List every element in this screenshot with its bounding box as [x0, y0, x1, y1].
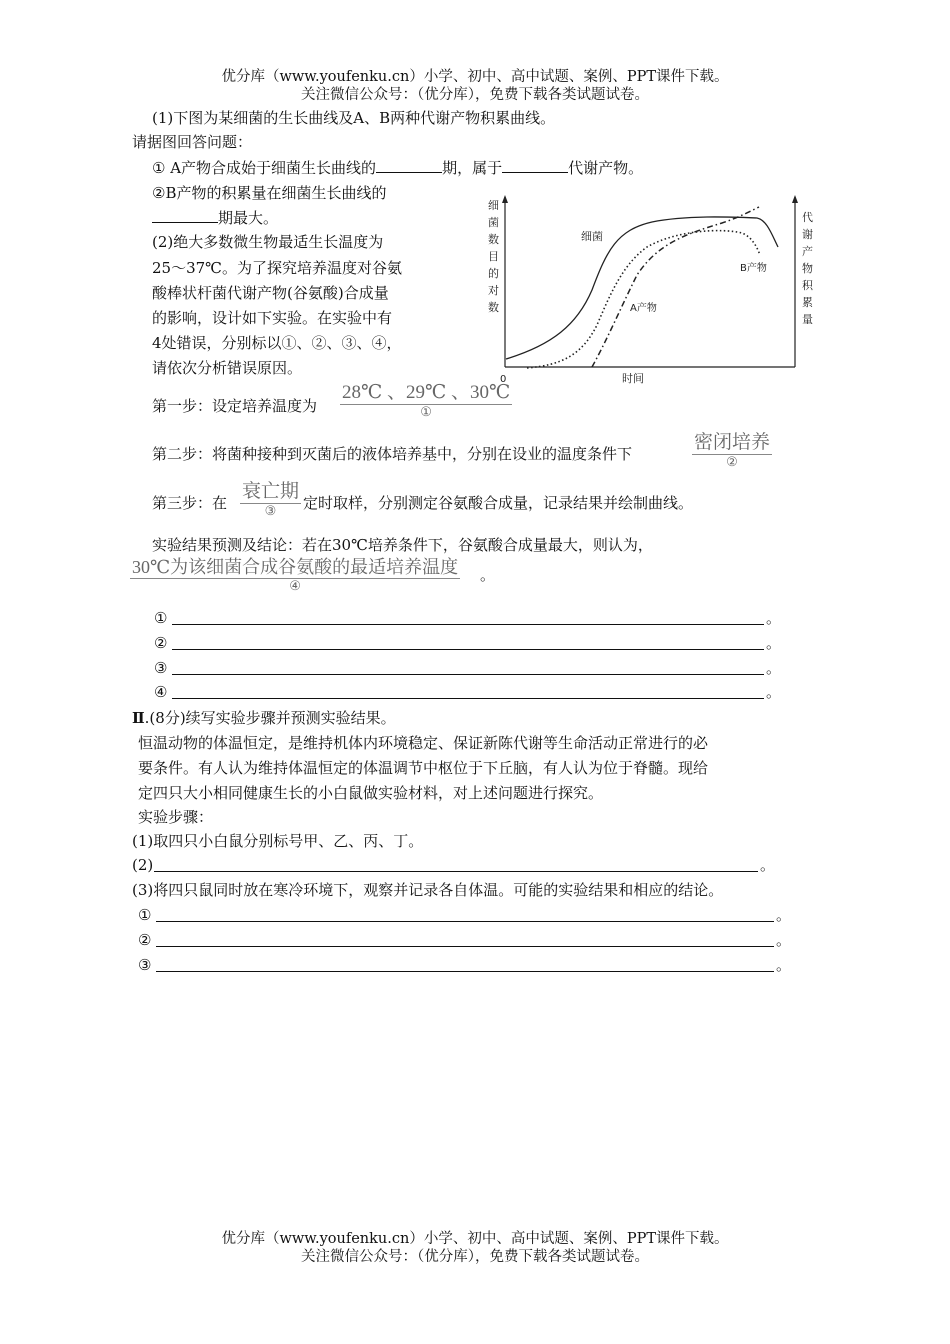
right-axis-char: 积 — [802, 279, 813, 292]
step2-marker: ② — [726, 455, 738, 470]
left-axis-label — [488, 199, 499, 314]
part2-answer-period-1: 。 — [776, 906, 792, 924]
step1-text: 第一步：设定培养温度为 — [152, 397, 318, 415]
q1-sub1-text-b: 期，属于 — [442, 159, 503, 177]
left-axis-char: 的 — [488, 267, 499, 280]
result-text: 实验结果预测及结论：若在30℃培养条件下，谷氨酸合成量最大，则认为， — [152, 536, 653, 554]
blank-metabolite-type[interactable] — [502, 156, 568, 173]
step2-handwritten — [692, 432, 772, 471]
series-b-product-label: B产物 — [740, 263, 767, 274]
q1-sub1 — [152, 156, 643, 180]
q2-answer-line-3[interactable] — [172, 674, 764, 675]
q1-prompt: 请据图回答问题： — [132, 133, 253, 151]
q2-answer-period-3: 。 — [766, 659, 782, 677]
q2-answer-period-4: 。 — [766, 683, 782, 701]
part2-para-2: 要条件。有人认为维持体温恒定的体温调节中枢位于下丘脑，有人认为位于脊髓。现给 — [138, 759, 709, 777]
q2-line-3: 酸棒状杆菌代谢产物(谷氨酸)合成量 — [152, 284, 389, 302]
right-axis-char: 累 — [802, 296, 813, 309]
q2-answer-line-1[interactable] — [172, 624, 764, 625]
q1-sub2-b — [152, 206, 278, 230]
series-bacteria-line — [506, 217, 778, 359]
footer-line-2: 关注微信公众号：（优分库），免费下载各类试题试卷。 — [301, 1249, 649, 1265]
header-line-2: 关注微信公众号：（优分库），免费下载各类试题试卷。 — [301, 87, 649, 103]
part2-answer-period-3: 。 — [776, 956, 792, 974]
x-axis-label: 时间 — [622, 372, 644, 385]
header-line-1: 优分库（www.youfenku.cn）小学、初中、高中试题、案例、PPT课件下载。 — [221, 69, 729, 85]
q1-sub1-text-a: ① A产物合成始于细菌生长曲线的 — [152, 159, 377, 177]
part2-para-3: 定四只大小相同健康生长的小白鼠做实验材料，对上述问题进行探究。 — [138, 784, 604, 802]
part2-answer-label-2: ② — [138, 931, 152, 949]
left-axis-arrow — [502, 195, 508, 203]
part2-answer-line-3[interactable] — [156, 971, 774, 972]
step1-marker: ① — [420, 405, 432, 420]
left-axis-char: 菌 — [488, 216, 499, 229]
q1-intro: (1)下图为某细菌的生长曲线及A、B两种代谢产物积累曲线。 — [152, 109, 556, 127]
part2-step-2-line[interactable] — [154, 871, 758, 872]
part2-para-1: 恒温动物的体温恒定，是维持机体内环境稳定、保证新陈代谢等生命活动正常进行的必 — [138, 734, 709, 752]
right-axis-char: 产 — [802, 245, 813, 258]
q1-sub1-text-c: 代谢产物。 — [568, 159, 644, 177]
step2-hand-text: 密闭培养 — [694, 432, 771, 453]
step1-hand-text: 28℃ 、29℃ 、30℃ — [342, 382, 511, 403]
part2-title-num: Ⅱ — [132, 709, 145, 727]
result-marker: ④ — [289, 579, 301, 594]
q1-sub2-text-b: 期最大。 — [218, 209, 279, 227]
right-axis-char: 代 — [802, 211, 813, 224]
step1-handwritten — [340, 382, 512, 421]
part2-step-2-period: 。 — [760, 856, 776, 874]
part2-steps-label: 实验步骤： — [138, 808, 214, 826]
series-a-product-line — [592, 207, 759, 367]
growth-curve-chart — [482, 195, 822, 395]
q2-answer-label-3: ③ — [154, 659, 168, 677]
q2-answer-label-1: ① — [154, 609, 168, 627]
step3-hand-text: 衰亡期 — [242, 481, 300, 502]
part2-title-rest: .(8分)续写实验步骤并预测实验结果。 — [144, 709, 396, 727]
part2-answer-line-1[interactable] — [156, 921, 774, 922]
left-axis-char: 数 — [488, 301, 499, 314]
part2-answer-period-2: 。 — [776, 931, 792, 949]
part2-answer-line-2[interactable] — [156, 946, 774, 947]
q2-answer-label-4: ④ — [154, 683, 168, 701]
left-axis-char: 细 — [488, 199, 499, 212]
left-axis-char: 数 — [488, 233, 499, 246]
right-axis-char: 量 — [802, 313, 813, 326]
q2-answer-line-4[interactable] — [172, 698, 764, 699]
series-a-product-label: A产物 — [630, 303, 657, 314]
series-b-product-line — [527, 231, 760, 368]
q2-line-6: 请依次分析错误原因。 — [152, 359, 303, 377]
q2-line-1: (2)绝大多数微生物最适生长温度为 — [152, 233, 384, 251]
q2-answer-period-2: 。 — [766, 634, 782, 652]
series-bacteria-label: 细菌 — [581, 230, 603, 243]
part2-step-3: (3)将四只鼠同时放在寒冷环境下，观察并记录各自体温。可能的实验结果和相应的结论。 — [132, 881, 724, 899]
right-axis-label — [802, 211, 814, 326]
blank-phase-b[interactable] — [152, 206, 218, 223]
step3-handwritten — [240, 481, 301, 520]
right-axis-arrow — [792, 195, 798, 203]
result-handwritten — [130, 556, 460, 595]
right-axis-char: 谢 — [802, 228, 813, 241]
step3-text-b: 定时取样，分别测定谷氨酸合成量，记录结果并绘制曲线。 — [303, 494, 694, 512]
blank-phase-a[interactable] — [376, 156, 442, 173]
q1-sub2-a: ②B产物的积累量在细菌生长曲线的 — [152, 184, 387, 202]
step3-text-a: 第三步：在 — [152, 494, 228, 512]
part2-title — [132, 706, 396, 730]
q2-line-5: 4处错误，分别标以①、②、③、④， — [152, 334, 402, 352]
result-end: 。 — [480, 566, 496, 584]
result-hand-text: 30℃为该细菌合成谷氨酸的最适培养温度 — [132, 557, 459, 577]
part2-answer-label-3: ③ — [138, 956, 152, 974]
q2-answer-period-1: 。 — [766, 609, 782, 627]
left-axis-char: 目 — [488, 250, 499, 263]
q2-answer-line-2[interactable] — [172, 649, 764, 650]
q2-line-4: 的影响，设计如下实验。在实验中有 — [152, 309, 393, 327]
step2-text: 第二步：将菌种接种到灭菌后的液体培养基中，分别在设业的温度条件下 — [152, 445, 633, 463]
part2-step-2-label: (2) — [132, 856, 154, 874]
left-axis-char: 对 — [488, 284, 499, 297]
origin-label: 0 — [500, 374, 507, 385]
step3-marker: ③ — [264, 504, 277, 519]
q2-line-2: 25～37℃。为了探究培养温度对谷氨 — [152, 259, 402, 277]
part2-step-1: (1)取四只小白鼠分别标号甲、乙、丙、丁。 — [132, 832, 424, 850]
footer-line-1: 优分库（www.youfenku.cn）小学、初中、高中试题、案例、PPT课件下载。 — [221, 1231, 729, 1247]
q2-answer-label-2: ② — [154, 634, 168, 652]
part2-answer-label-1: ① — [138, 906, 152, 924]
right-axis-char: 物 — [802, 262, 813, 275]
